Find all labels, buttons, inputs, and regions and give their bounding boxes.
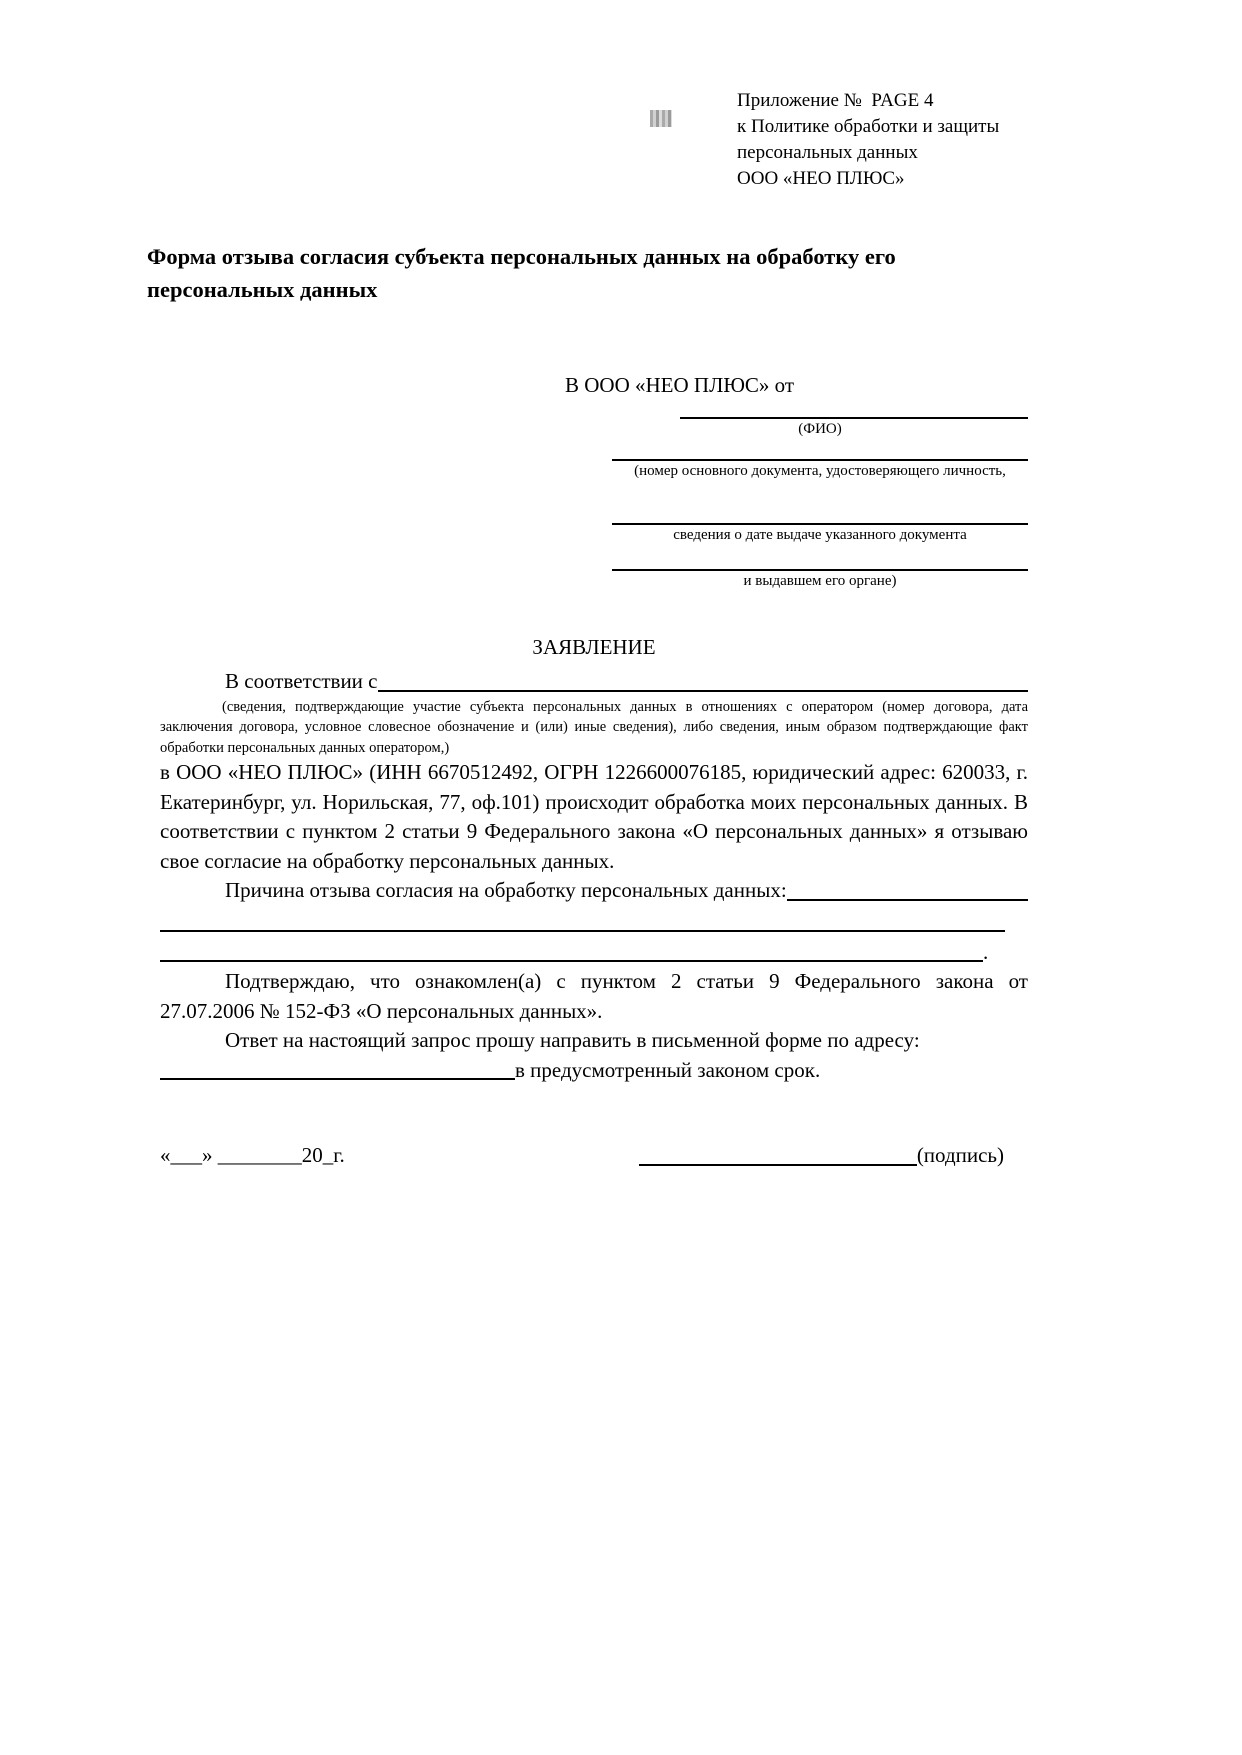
annex-line: ООО «НЕО ПЛЮС»	[737, 168, 905, 189]
statement-heading: ЗАЯВЛЕНИЕ	[532, 635, 656, 659]
statement-body: в ООО «НЕО ПЛЮС» (ИНН 6670512492, ОГРН 1226600076185, юридический адрес: 620033, г. Екатеринбург, ул. Норильская, 77, оф.101) происходит обработка моих персональных данных. В соответствии с пунктом 2 статьи 9 Федерального закона «О персональных данных» я отзываю свое согласие на обработку персональных данных.	[160, 760, 1028, 873]
intro-prefix: В соответствии с	[225, 669, 378, 693]
fio-caption: (ФИО)	[798, 421, 842, 437]
doc-number-caption: (номер основного документа, удостоверяющего личность,	[634, 463, 1006, 479]
intro-line	[160, 667, 1028, 697]
reason-blank-line-2	[160, 930, 1005, 932]
annex-note	[737, 88, 999, 192]
reason-blank-line-3	[160, 938, 1028, 968]
response-tail-text: в предусмотренный законом срок.	[515, 1057, 821, 1082]
reason-line	[160, 876, 1028, 906]
blank-line-period: .	[983, 939, 989, 964]
response-address-line	[160, 1056, 1028, 1086]
annex-line: персональных данных	[737, 142, 918, 163]
date-signature-row	[160, 1141, 1028, 1171]
footnote-text: (сведения, подтверждающие участие субъекта персональных данных в отношениях с оператором (номер договора, дата заключения договора, условное словесное обозначение и (или) иные сведения), либо сведения, иным образом подтверждающие факт обработки персональных данных оператором,)	[160, 698, 1028, 756]
addressee-fields	[612, 401, 1028, 591]
address-blank-line	[160, 1056, 515, 1081]
page-title: Форма отзыва согласия субъекта персональных данных на обработку его персональных данных	[147, 244, 896, 302]
issuer-caption: и выдавшем его органе)	[743, 573, 897, 589]
annex-line: Приложение № PAGE 4	[737, 90, 934, 111]
signature-caption: (подпись)	[916, 1143, 1004, 1167]
pixelated-artifact-icon	[650, 110, 672, 127]
intro-blank-line	[378, 667, 1029, 692]
issuer-field-line	[612, 553, 1028, 571]
addressee-line: В ООО «НЕО ПЛЮС» от	[565, 373, 795, 397]
confirmation-paragraph: Подтверждаю, что ознакомлен(а) с пунктом 2 статьи 9 Федерального закона от 27.07.2006 № 152-ФЗ «О персональных данных».	[160, 969, 1028, 1023]
issue-date-field-line	[612, 507, 1028, 525]
blank-line	[160, 938, 983, 963]
reason-blank-line	[787, 876, 1028, 901]
annex-line: к Политике обработки и защиты	[737, 116, 1000, 137]
statement-section	[160, 634, 1028, 1171]
date-blank-text: «___» ________20_г.	[160, 1143, 345, 1167]
doc-number-field-line	[612, 443, 1028, 461]
response-request-paragraph: Ответ на настоящий запрос прошу направить в письменной форме по адресу:	[225, 1028, 920, 1052]
signature-group	[639, 1141, 1004, 1171]
signature-blank-line	[639, 1164, 917, 1166]
issue-date-caption: сведения о дате выдаче указанного документа	[673, 527, 967, 543]
reason-prefix: Причина отзыва согласия на обработку персональных данных:	[225, 878, 787, 902]
fio-field-line	[680, 401, 1028, 419]
